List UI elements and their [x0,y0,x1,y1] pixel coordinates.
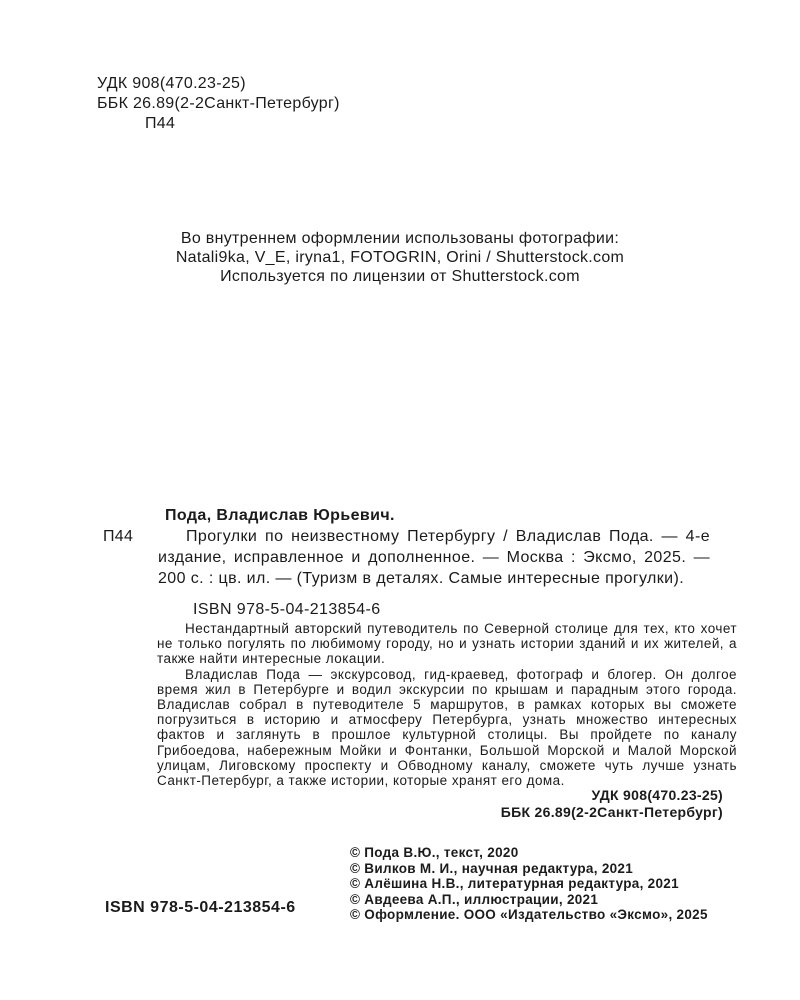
catalog-card [158,505,710,620]
udk-top-line: УДК 908(470.23-25) [97,75,246,92]
catalog-description: Прогулки по неизвестному Петербургу / Владислав Пода. — 4-е издание, исправленное и дополненное. — Москва : Эксмо, 2025. — 200 с. : цв. ил. — (Туризм в деталях. Самые интересные прогулки). [158,528,710,587]
bbk-top-line: ББК 26.89(2-2Санкт-Петербург) [97,95,340,112]
copyright-line-publisher: © Оформление. ООО «Издательство «Эксмо», 2025 [350,907,708,923]
annotation-block [157,621,737,788]
classification-top-block [97,74,340,134]
author-sign-top: П44 [145,115,176,132]
copyright-line-illustrations: © Авдеева А.П., иллюстрации, 2021 [350,891,599,907]
photo-credit-line-1: Во внутреннем оформлении использованы фотографии: [180,230,620,247]
author-sign-margin: П44 [103,528,134,545]
classification-bottom-block [380,787,723,820]
catalog-author: Пода, Владислав Юрьевич. [165,507,395,524]
copyright-line-text: © Пода В.Ю., текст, 2020 [350,845,519,860]
photo-credit-line-3: Используется по лицензии от Shutterstock.com [220,268,580,285]
copyright-list [350,845,708,923]
annotation-paragraph-1: Нестандартный авторский путеводитель по Северной столице для тех, кто хочет не только погулять по любимому городу, но и узнать истории зданий и их жителей, а также найти интересные локации. [157,621,737,667]
copyright-line-literary-editor: © Алёшина Н.В., литературная редактура, 2021 [350,876,679,892]
photo-credit-line-2: Natali9ka, V_E, iryna1, FOTOGRIN, Orini / Shutterstock.com [175,249,625,266]
udk-bottom-line: УДК 908(470.23-25) [591,787,723,803]
annotation-paragraph-2: Владислав Пода — экскурсовод, гид-краевед, фотограф и блогер. Он долгое время жил в Петербурге и водил экскурсии по крышам и парадным этого города. Владислав собрал в путеводителе 5 маршрутов, в рамках которых вы сможете погрузиться в историю и атмосферу Петербурга, узнать множество интересных фактов и заглянуть в прошлое культурной столицы. Вы пройдете по каналу Грибоедова, набережным Мойки и Фонтанки, Большой Морской и Малой Морской улицам, Лиговскому проспекту и Обводному каналу, сможете чуть лучше узнать Санкт-Петербург, а также истории, которые хранят его дома. [157,666,737,789]
bbk-bottom-line: ББК 26.89(2-2Санкт-Петербург) [500,803,723,820]
catalog-isbn: ISBN 978-5-04-213854-6 [193,601,381,618]
copyright-line-science-editor: © Вилков М. И., научная редактура, 2021 [350,860,634,876]
photo-credit-block [0,229,800,286]
isbn-bottom: ISBN 978-5-04-213854-6 [105,899,296,916]
